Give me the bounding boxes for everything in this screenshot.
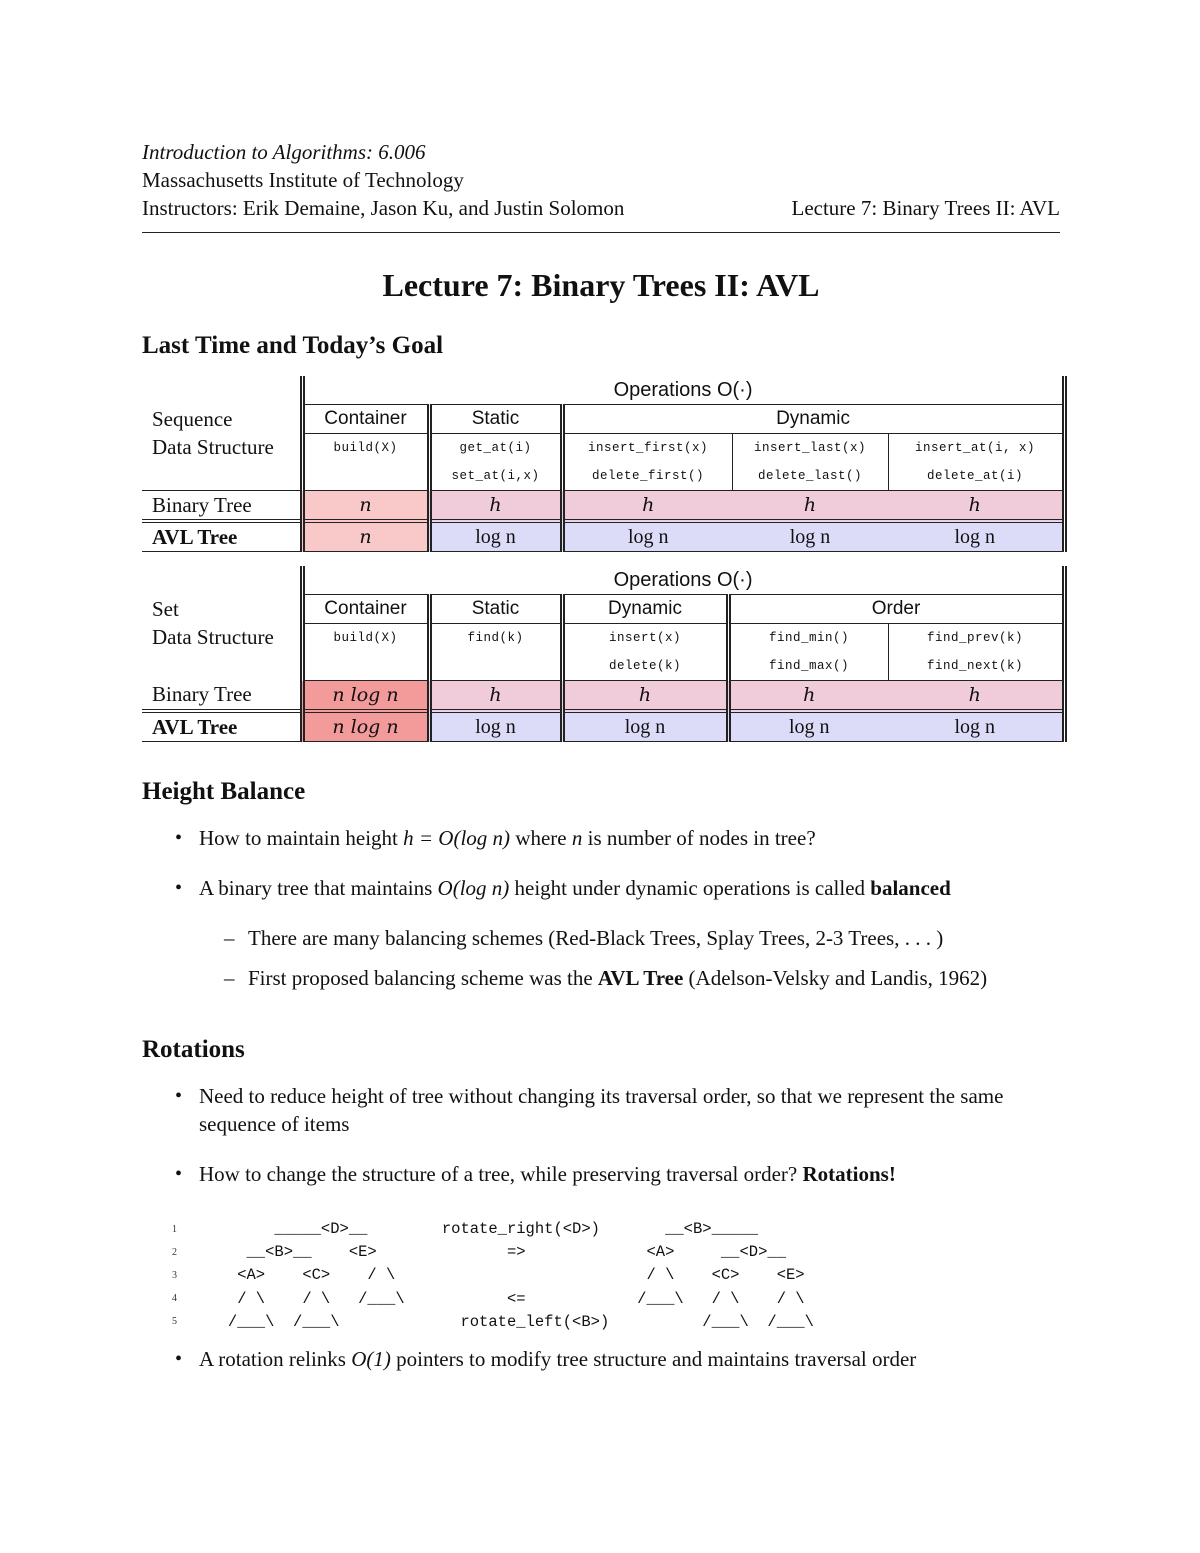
row-binary-tree (142, 491, 1064, 522)
line-number: 2 (172, 1247, 177, 1258)
list-item: – First proposed balancing scheme was the AVL Tree (Adelson-Velsky and Landis, 1962) (142, 964, 1060, 992)
code-line: <A> <C> / \ / \ <C> <E> (200, 1266, 805, 1285)
page-title: Lecture 7: Binary Trees II: AVL (382, 267, 820, 303)
cell-value: log n (562, 711, 728, 742)
line-number: 1 (172, 1224, 177, 1235)
cell-value: h (562, 681, 728, 712)
row-label: Binary Tree (142, 681, 302, 712)
op-find-max: find_max() (728, 652, 888, 681)
op-find-min: find_min() (728, 624, 888, 653)
rotations-list-2 (142, 1345, 1060, 1373)
cell-value: log n (728, 711, 888, 742)
group-dynamic: Dynamic (562, 405, 1064, 434)
document-header (142, 138, 1060, 233)
cell-value: n (302, 491, 429, 522)
height-balance-list (142, 824, 1060, 992)
cell-value: h (562, 491, 732, 522)
rotation-code-listing (142, 1218, 1060, 1333)
page (142, 138, 1060, 1373)
code-block (200, 1218, 814, 1334)
section-heading-rotations: Rotations (142, 1036, 245, 1063)
sub-list (142, 924, 1060, 992)
row-binary-tree (142, 681, 1064, 712)
row-avl-tree (142, 521, 1064, 552)
institution: Massachusetts Institute of Technology (142, 168, 464, 192)
list-item: – There are many balancing schemes (Red-Black Trees, Splay Trees, 2-3 Trees, . . . ) (142, 924, 1060, 952)
line-number: 3 (172, 1270, 177, 1281)
cell-value: h (728, 681, 888, 712)
lecture-tag: Lecture 7: Binary Trees II: AVL (791, 196, 1060, 220)
cell-value: log n (888, 521, 1064, 552)
op-get-at: get_at(i) (429, 434, 562, 463)
group-static: Static (429, 595, 562, 624)
cell-value: h (888, 491, 1064, 522)
row-avl-tree (142, 711, 1064, 742)
line-number: 4 (172, 1293, 177, 1304)
row-label: Binary Tree (142, 491, 302, 522)
op-build: build(X) (302, 624, 429, 653)
op-delete: delete(k) (562, 652, 728, 681)
cell-value: h (429, 491, 562, 522)
list-item: • How to change the structure of a tree, while preserving traversal order? Rotations! (142, 1160, 1060, 1188)
code-line: _____<D>__ rotate_right(<D>) __<B>_____ (200, 1220, 759, 1238)
op-build: build(X) (302, 434, 429, 463)
sequence-complexity-table (142, 376, 1067, 552)
row-label: AVL Tree (142, 521, 302, 552)
cell-value: log n (429, 711, 562, 742)
op-insert: insert(x) (562, 624, 728, 653)
list-item: • A binary tree that maintains O(log n) height under dynamic operations is called balanced – There are many balancing schemes (Red-Black Trees, Splay Trees, 2-3 Trees, . . . ) – First proposed balancing scheme was the AVL Tree (Adelson-Velsky and Landis, 1962) (142, 874, 1060, 992)
op-find: find(k) (429, 624, 562, 653)
cell-value: log n (888, 711, 1064, 742)
cell-value: h (888, 681, 1064, 712)
cell-value: n log n (302, 711, 429, 742)
list-item: • How to maintain height h = O(log n) where n is number of nodes in tree? (142, 824, 1060, 852)
cell-value: n (302, 521, 429, 552)
row-label: AVL Tree (142, 711, 302, 742)
operations-header: Operations O(·) (302, 376, 1064, 405)
op-find-prev: find_prev(k) (888, 624, 1064, 653)
operations-header: Operations O(·) (302, 566, 1064, 595)
cell-value: log n (562, 521, 732, 552)
section-heading-last-time: Last Time and Today’s Goal (142, 332, 444, 359)
group-dynamic: Dynamic (562, 595, 728, 624)
op-delete-first: delete_first() (562, 462, 732, 491)
op-find-next: find_next(k) (888, 652, 1064, 681)
group-static: Static (429, 405, 562, 434)
op-insert-last: insert_last(x) (732, 434, 888, 463)
op-insert-at: insert_at(i, x) (888, 434, 1064, 463)
list-item: • A rotation relinks O(1) pointers to modify tree structure and maintains traversal order (142, 1345, 1060, 1373)
code-line: / \ / \ /___\ <= /___\ / \ / \ (200, 1289, 805, 1308)
set-label: Set Data Structure (152, 596, 274, 649)
op-delete-last: delete_last() (732, 462, 888, 491)
cell-value: h (429, 681, 562, 712)
sequence-label: Sequence Data Structure (152, 406, 274, 459)
header-rule (142, 232, 1060, 233)
code-line: __<B>__ <E> => <A> __<D>__ (200, 1243, 786, 1262)
op-delete-at: delete_at(i) (888, 462, 1064, 491)
group-container: Container (302, 595, 429, 624)
cell-value: log n (429, 521, 562, 552)
op-set-at: set_at(i,x) (429, 462, 562, 491)
rotations-list (142, 1082, 1060, 1188)
line-number: 5 (172, 1316, 177, 1327)
group-container: Container (302, 405, 429, 434)
set-complexity-table (142, 566, 1067, 742)
section-heading-height-balance: Height Balance (142, 778, 306, 805)
code-line: /___\ /___\ rotate_left(<B>) /___\ /___\ (200, 1312, 814, 1331)
cell-value: h (732, 491, 888, 522)
op-insert-first: insert_first(x) (562, 434, 732, 463)
cell-value: n log n (302, 681, 429, 712)
list-item: • Need to reduce height of tree without changing its traversal order, so that we represent the same sequence of items (142, 1082, 1060, 1138)
cell-value: log n (732, 521, 888, 552)
course-title: Introduction to Algorithms: 6.006 (142, 140, 426, 164)
instructors: Instructors: Erik Demaine, Jason Ku, and Justin Solomon (142, 196, 625, 220)
group-order: Order (728, 595, 1064, 624)
